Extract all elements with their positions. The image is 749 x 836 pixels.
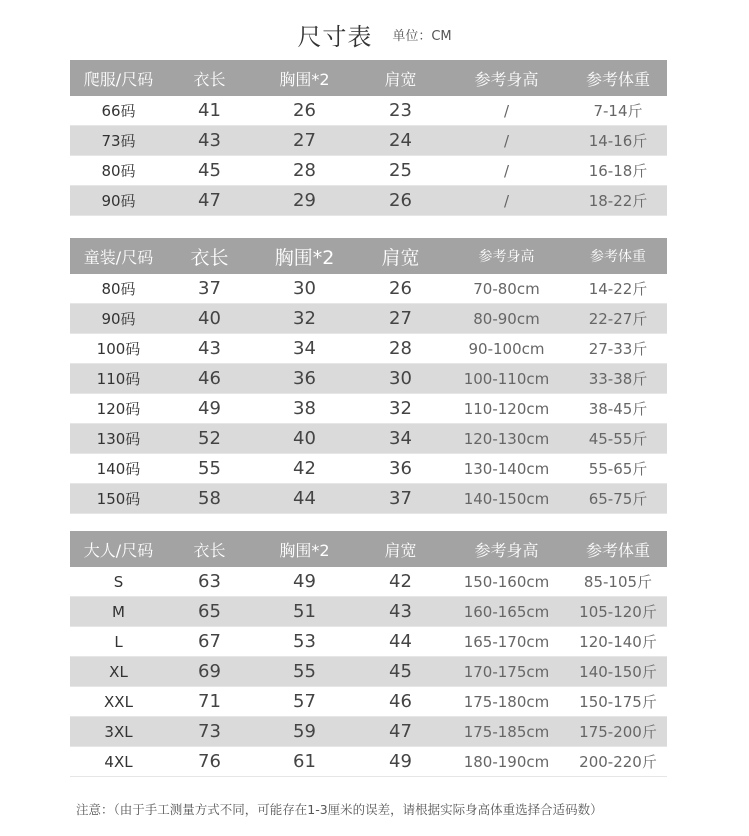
cell-length: 71 bbox=[167, 687, 252, 717]
cell-length: 49 bbox=[167, 394, 252, 424]
cell-size: 150码 bbox=[70, 484, 167, 514]
header-length: 衣长 bbox=[167, 238, 252, 274]
cell-shoulder: 36 bbox=[357, 454, 444, 484]
cell-shoulder: 49 bbox=[357, 747, 444, 777]
table-row bbox=[70, 156, 667, 186]
cell-weight: 22-27斤 bbox=[569, 304, 667, 334]
cell-size: 130码 bbox=[70, 424, 167, 454]
cell-shoulder: 30 bbox=[357, 364, 444, 394]
cell-chest: 49 bbox=[252, 567, 357, 597]
cell-chest: 53 bbox=[252, 627, 357, 657]
cell-shoulder: 24 bbox=[357, 126, 444, 156]
cell-chest: 55 bbox=[252, 657, 357, 687]
cell-weight: 55-65斤 bbox=[569, 454, 667, 484]
cell-size: 100码 bbox=[70, 334, 167, 364]
table-row bbox=[70, 364, 667, 394]
header-length: 衣长 bbox=[167, 60, 252, 96]
cell-length: 69 bbox=[167, 657, 252, 687]
title-bar bbox=[0, 8, 749, 52]
cell-length: 65 bbox=[167, 597, 252, 627]
table-row bbox=[70, 394, 667, 424]
cell-height: / bbox=[444, 96, 569, 126]
cell-length: 45 bbox=[167, 156, 252, 186]
cell-chest: 32 bbox=[252, 304, 357, 334]
cell-height: 170-175cm bbox=[444, 657, 569, 687]
cell-shoulder: 26 bbox=[357, 274, 444, 304]
cell-size: 73码 bbox=[70, 126, 167, 156]
cell-weight: 85-105斤 bbox=[569, 567, 667, 597]
table-row bbox=[70, 424, 667, 454]
header-size: 大人/尺码 bbox=[70, 531, 167, 567]
cell-height: 140-150cm bbox=[444, 484, 569, 514]
cell-chest: 26 bbox=[252, 96, 357, 126]
cell-chest: 34 bbox=[252, 334, 357, 364]
cell-shoulder: 44 bbox=[357, 627, 444, 657]
cell-length: 41 bbox=[167, 96, 252, 126]
cell-size: 4XL bbox=[70, 747, 167, 777]
header-weight: 参考体重 bbox=[569, 531, 667, 567]
cell-shoulder: 25 bbox=[357, 156, 444, 186]
header-height: 参考身高 bbox=[444, 60, 569, 96]
cell-height: 175-180cm bbox=[444, 687, 569, 717]
cell-weight: 45-55斤 bbox=[569, 424, 667, 454]
cell-length: 43 bbox=[167, 334, 252, 364]
cell-size: XL bbox=[70, 657, 167, 687]
header-weight: 参考体重 bbox=[569, 60, 667, 96]
header-height: 参考身高 bbox=[444, 238, 569, 274]
header-size: 童装/尺码 bbox=[70, 238, 167, 274]
header-chest: 胸围*2 bbox=[252, 60, 357, 96]
header-height: 参考身高 bbox=[444, 531, 569, 567]
cell-length: 37 bbox=[167, 274, 252, 304]
cell-weight: 175-200斤 bbox=[569, 717, 667, 747]
cell-length: 58 bbox=[167, 484, 252, 514]
cell-height: 110-120cm bbox=[444, 394, 569, 424]
cell-shoulder: 23 bbox=[357, 96, 444, 126]
cell-chest: 40 bbox=[252, 424, 357, 454]
cell-length: 46 bbox=[167, 364, 252, 394]
cell-weight: 200-220斤 bbox=[569, 747, 667, 777]
kids-size-table bbox=[70, 238, 667, 514]
cell-length: 76 bbox=[167, 747, 252, 777]
measurement-note: 注意：（由于手工测量方式不同，可能存在1-3厘米的误差，请根据实际身高体重选择合适码数） bbox=[76, 802, 603, 817]
crawler-size-table bbox=[70, 60, 667, 216]
cell-height: 165-170cm bbox=[444, 627, 569, 657]
cell-chest: 51 bbox=[252, 597, 357, 627]
table-row bbox=[70, 657, 667, 687]
table-row bbox=[70, 186, 667, 216]
cell-size: XXL bbox=[70, 687, 167, 717]
cell-shoulder: 27 bbox=[357, 304, 444, 334]
table-row bbox=[70, 747, 667, 777]
cell-shoulder: 37 bbox=[357, 484, 444, 514]
cell-weight: 7-14斤 bbox=[569, 96, 667, 126]
cell-size: 140码 bbox=[70, 454, 167, 484]
table-row bbox=[70, 96, 667, 126]
cell-height: 90-100cm bbox=[444, 334, 569, 364]
cell-shoulder: 32 bbox=[357, 394, 444, 424]
cell-size: 80码 bbox=[70, 274, 167, 304]
cell-shoulder: 26 bbox=[357, 186, 444, 216]
cell-chest: 44 bbox=[252, 484, 357, 514]
cell-chest: 59 bbox=[252, 717, 357, 747]
cell-height: 120-130cm bbox=[444, 424, 569, 454]
cell-shoulder: 46 bbox=[357, 687, 444, 717]
cell-weight: 150-175斤 bbox=[569, 687, 667, 717]
table-row bbox=[70, 717, 667, 747]
table-row bbox=[70, 454, 667, 484]
header-row bbox=[70, 60, 667, 96]
cell-size: 80码 bbox=[70, 156, 167, 186]
table-row bbox=[70, 567, 667, 597]
cell-weight: 33-38斤 bbox=[569, 364, 667, 394]
header-chest: 胸围*2 bbox=[252, 238, 357, 274]
cell-chest: 38 bbox=[252, 394, 357, 424]
table-row bbox=[70, 484, 667, 514]
cell-weight: 105-120斤 bbox=[569, 597, 667, 627]
header-row bbox=[70, 531, 667, 567]
header-weight: 参考体重 bbox=[569, 238, 667, 274]
cell-size: 90码 bbox=[70, 304, 167, 334]
cell-chest: 42 bbox=[252, 454, 357, 484]
adult-size-table bbox=[70, 531, 667, 777]
cell-weight: 14-16斤 bbox=[569, 126, 667, 156]
cell-height: / bbox=[444, 126, 569, 156]
cell-size: S bbox=[70, 567, 167, 597]
cell-size: 120码 bbox=[70, 394, 167, 424]
table-row bbox=[70, 126, 667, 156]
cell-weight: 27-33斤 bbox=[569, 334, 667, 364]
cell-chest: 61 bbox=[252, 747, 357, 777]
cell-size: M bbox=[70, 597, 167, 627]
cell-length: 52 bbox=[167, 424, 252, 454]
cell-chest: 57 bbox=[252, 687, 357, 717]
cell-height: 160-165cm bbox=[444, 597, 569, 627]
cell-size: 110码 bbox=[70, 364, 167, 394]
table-row bbox=[70, 304, 667, 334]
cell-weight: 38-45斤 bbox=[569, 394, 667, 424]
cell-length: 43 bbox=[167, 126, 252, 156]
cell-length: 55 bbox=[167, 454, 252, 484]
cell-shoulder: 34 bbox=[357, 424, 444, 454]
cell-chest: 36 bbox=[252, 364, 357, 394]
cell-shoulder: 45 bbox=[357, 657, 444, 687]
cell-weight: 140-150斤 bbox=[569, 657, 667, 687]
table-row bbox=[70, 687, 667, 717]
cell-height: 80-90cm bbox=[444, 304, 569, 334]
header-row bbox=[70, 238, 667, 274]
cell-shoulder: 47 bbox=[357, 717, 444, 747]
cell-weight: 18-22斤 bbox=[569, 186, 667, 216]
cell-length: 40 bbox=[167, 304, 252, 334]
cell-size: 90码 bbox=[70, 186, 167, 216]
cell-shoulder: 42 bbox=[357, 567, 444, 597]
cell-height: 180-190cm bbox=[444, 747, 569, 777]
cell-chest: 29 bbox=[252, 186, 357, 216]
cell-weight: 120-140斤 bbox=[569, 627, 667, 657]
cell-chest: 28 bbox=[252, 156, 357, 186]
cell-size: 66码 bbox=[70, 96, 167, 126]
cell-length: 63 bbox=[167, 567, 252, 597]
cell-chest: 27 bbox=[252, 126, 357, 156]
cell-weight: 14-22斤 bbox=[569, 274, 667, 304]
cell-height: 130-140cm bbox=[444, 454, 569, 484]
cell-weight: 65-75斤 bbox=[569, 484, 667, 514]
cell-shoulder: 28 bbox=[357, 334, 444, 364]
cell-weight: 16-18斤 bbox=[569, 156, 667, 186]
cell-height: 100-110cm bbox=[444, 364, 569, 394]
header-chest: 胸围*2 bbox=[252, 531, 357, 567]
cell-size: 3XL bbox=[70, 717, 167, 747]
header-shoulder: 肩宽 bbox=[357, 238, 444, 274]
cell-size: L bbox=[70, 627, 167, 657]
table-row bbox=[70, 597, 667, 627]
page-title: 尺寸表 bbox=[297, 23, 373, 51]
cell-length: 47 bbox=[167, 186, 252, 216]
unit-label: 单位：CM bbox=[392, 29, 452, 44]
cell-height: / bbox=[444, 186, 569, 216]
cell-length: 73 bbox=[167, 717, 252, 747]
header-length: 衣长 bbox=[167, 531, 252, 567]
table-row bbox=[70, 274, 667, 304]
cell-height: 175-185cm bbox=[444, 717, 569, 747]
table-row bbox=[70, 334, 667, 364]
table-row bbox=[70, 627, 667, 657]
header-shoulder: 肩宽 bbox=[357, 60, 444, 96]
cell-height: 150-160cm bbox=[444, 567, 569, 597]
cell-height: 70-80cm bbox=[444, 274, 569, 304]
cell-length: 67 bbox=[167, 627, 252, 657]
cell-shoulder: 43 bbox=[357, 597, 444, 627]
cell-chest: 30 bbox=[252, 274, 357, 304]
header-shoulder: 肩宽 bbox=[357, 531, 444, 567]
header-size: 爬服/尺码 bbox=[70, 60, 167, 96]
cell-height: / bbox=[444, 156, 569, 186]
